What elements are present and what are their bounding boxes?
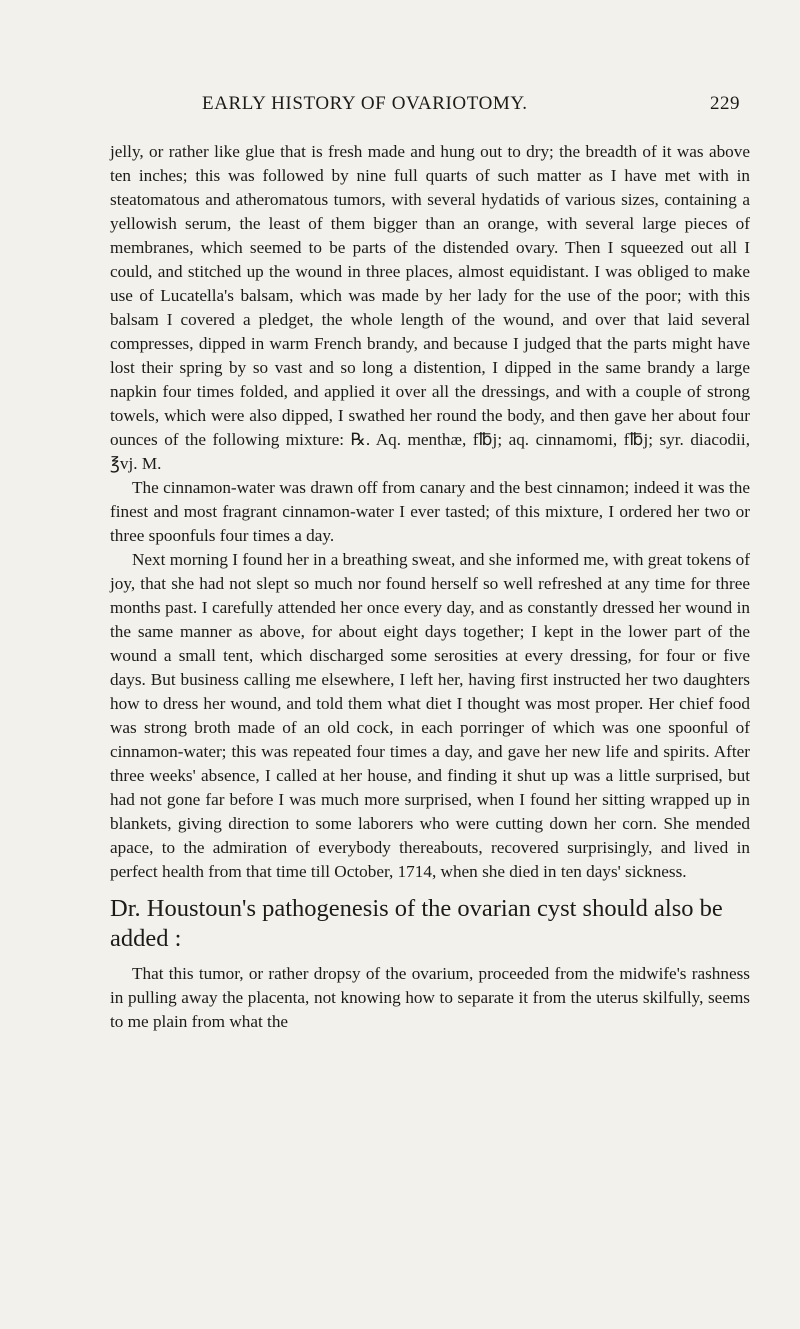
section-heading: Dr. Houstoun's pathogenesis of the ovarian cyst should also be added : [110, 895, 723, 952]
running-header [110, 93, 740, 117]
running-title: EARLY HISTORY OF OVARIOTOMY. [202, 93, 528, 114]
body-text [110, 140, 750, 1034]
page-number: 229 [710, 93, 740, 114]
paragraph-cinnamon-water: The cinnamon-water was drawn off from canary and the best cinnamon; indeed it was the finest and most fragrant cinnamon-water I ever tasted; of this mixture, I ordered her two or three spoonfuls four times a day. [110, 478, 750, 545]
paragraph-continued: jelly, or rather like glue that is fresh made and hung out to dry; the breadth of it was above ten inches; this was followed by nine full quarts of such matter as I have met with in steatomatous and atheromatous tumors, with several hydatids of various sizes, containing a yellowish serum, the least of them bigger than an orange, with several large pieces of membranes, which seemed to be parts of the distended ovary. Then I squeezed out all I could, and stitched up the wound in three places, almost equidistant. I was obliged to make use of Lucatella's balsam, which was made by her lady for the use of the poor; with this balsam I covered a pledget, the whole length of the wound, and over that laid several compresses, dipped in warm French brandy, and because I judged that the parts might have lost their spring by so vast and so long a distention, I dipped in the same brandy a large napkin four times folded, and applied it over all the dressings, and with a couple of strong towels, which were also dipped, I swathed her round the body, and then gave her about four ounces of the following mixture: ℞. Aq. menthæ, f℔j; aq. cinnamomi, f℔j; syr. diacodii, ℥vj. M. [110, 142, 750, 473]
paragraph-houstoun-quote: That this tumor, or rather dropsy of the ovarium, proceeded from the midwife's rashness in pulling away the placenta, not knowing how to separate it from the uterus skilfully, seems to me plain from what the [110, 964, 750, 1031]
paragraph-next-morning: Next morning I found her in a breathing sweat, and she informed me, with great tokens of joy, that she had not slept so much nor found herself so well refreshed at any time for three months past. I carefully attended her once every day, and as constantly dressed her wound in the same manner as above, for about eight days together; I kept in the lower part of the wound a small tent, which discharged some serosities at every dressing, for four or five days. But business calling me elsewhere, I left her, having first instructed her two daughters how to dress her wound, and told them what diet I thought was most proper. Her chief food was strong broth made of an old cock, in each porringer of which was one spoonful of cinnamon-water; this was repeated four times a day, and gave her new life and spirits. After three weeks' absence, I called at her house, and finding it shut up was a little surprised, but had not gone far before I was much more surprised, when I found her sitting wrapped up in blankets, giving direction to some laborers who were cutting down her corn. She mended apace, to the admiration of everybody thereabouts, recovered surprisingly, and lived in perfect health from that time till October, 1714, when she died in ten days' sickness. [110, 550, 750, 881]
